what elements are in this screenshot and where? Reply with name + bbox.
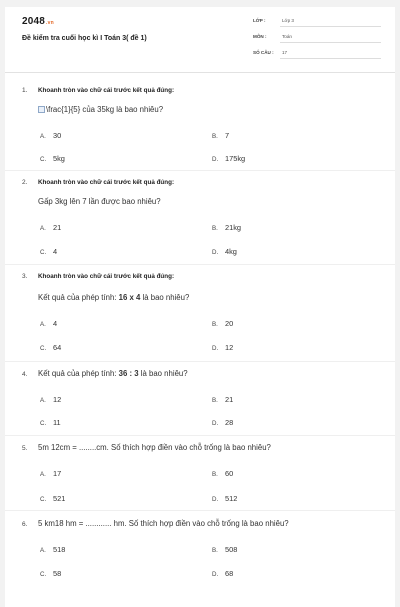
- option-a[interactable]: A. 518: [40, 545, 66, 554]
- question-text: 5m 12cm = ........cm. Số thích hợp điền vào chỗ trống là bao nhiêu?: [38, 443, 271, 452]
- meta-underline: [280, 58, 381, 59]
- option-c[interactable]: C. 11: [40, 418, 61, 427]
- meta-label: MÔN :: [253, 34, 267, 39]
- option-c[interactable]: C. 4: [40, 247, 58, 256]
- question-divider: [5, 510, 395, 511]
- question-divider: [5, 264, 395, 265]
- meta-underline: [280, 42, 381, 43]
- question-number: 1.: [22, 87, 28, 94]
- option-b[interactable]: B. 60: [212, 469, 234, 478]
- question-number: 3.: [22, 273, 28, 280]
- question-text: [38, 105, 163, 114]
- question-number: 6.: [22, 521, 28, 528]
- broken-image-icon: [38, 106, 45, 113]
- question-text: Kết quả của phép tính: 16 x 4 là bao nhiêu?: [38, 293, 190, 302]
- option-a[interactable]: A. 21: [40, 223, 62, 232]
- option-b[interactable]: B. 508: [212, 545, 238, 554]
- worksheet-title: Đề kiểm tra cuối học kì I Toán 3( đề 1): [22, 35, 147, 42]
- option-c[interactable]: C. 64: [40, 343, 62, 352]
- option-d[interactable]: D. 68: [212, 569, 234, 578]
- option-d[interactable]: D. 175kg: [212, 154, 246, 163]
- logo-domain: .vn: [46, 20, 54, 26]
- question-number: 5.: [22, 445, 28, 452]
- option-d[interactable]: D. 512: [212, 494, 238, 503]
- option-d[interactable]: D. 4kg: [212, 247, 237, 256]
- option-b[interactable]: B. 7: [212, 131, 230, 140]
- logo-name: 2048: [22, 16, 46, 27]
- question-divider: [5, 361, 395, 362]
- question-text: Kết quả của phép tính: 36 : 3 là bao nhiêu?: [38, 369, 188, 378]
- question-instruction: Khoanh tròn vào chữ cái trước kết quả đúng:: [38, 179, 175, 186]
- option-b[interactable]: B. 20: [212, 319, 234, 328]
- question-expression: 36 : 3: [118, 369, 139, 378]
- question-text-tail: của 35kg là bao nhiêu?: [80, 105, 164, 114]
- option-b[interactable]: B. 21kg: [212, 223, 242, 232]
- worksheet-header: [5, 7, 395, 73]
- option-c[interactable]: C. 58: [40, 569, 62, 578]
- question-divider: [5, 435, 395, 436]
- question-instruction: Khoanh tròn vào chữ cái trước kết quả đúng:: [38, 273, 175, 280]
- meta-value: Toán: [282, 34, 292, 39]
- question-text: Gấp 3kg lên 7 lần được bao nhiêu?: [38, 197, 161, 206]
- option-a[interactable]: A. 12: [40, 395, 62, 404]
- question-text: 5 km18 hm = ............ hm. Số thích hợp điền vào chỗ trống là bao nhiêu?: [38, 519, 289, 528]
- option-c[interactable]: C. 5kg: [40, 154, 65, 163]
- option-c[interactable]: C. 521: [40, 494, 66, 503]
- option-a[interactable]: A. 17: [40, 469, 62, 478]
- meta-underline: [280, 26, 381, 27]
- question-number: 2.: [22, 179, 28, 186]
- meta-value: 17: [282, 50, 288, 55]
- worksheet-page: [5, 7, 395, 607]
- option-d[interactable]: D. 12: [212, 343, 234, 352]
- meta-label: SỐ CÂU :: [253, 50, 274, 55]
- question-expression: 16 x 4: [118, 293, 141, 302]
- option-a[interactable]: A. 30: [40, 131, 62, 140]
- option-d[interactable]: D. 28: [212, 418, 234, 427]
- image-alt-text: \frac{1}{5}: [46, 105, 81, 114]
- meta-label: LỚP :: [253, 18, 266, 23]
- site-logo[interactable]: [22, 16, 54, 27]
- question-number: 4.: [22, 371, 28, 378]
- option-b[interactable]: B. 21: [212, 395, 234, 404]
- option-a[interactable]: A. 4: [40, 319, 58, 328]
- meta-value: Lớp 3: [282, 18, 294, 23]
- question-divider: [5, 170, 395, 171]
- question-instruction: Khoanh tròn vào chữ cái trước kết quả đúng:: [38, 87, 175, 94]
